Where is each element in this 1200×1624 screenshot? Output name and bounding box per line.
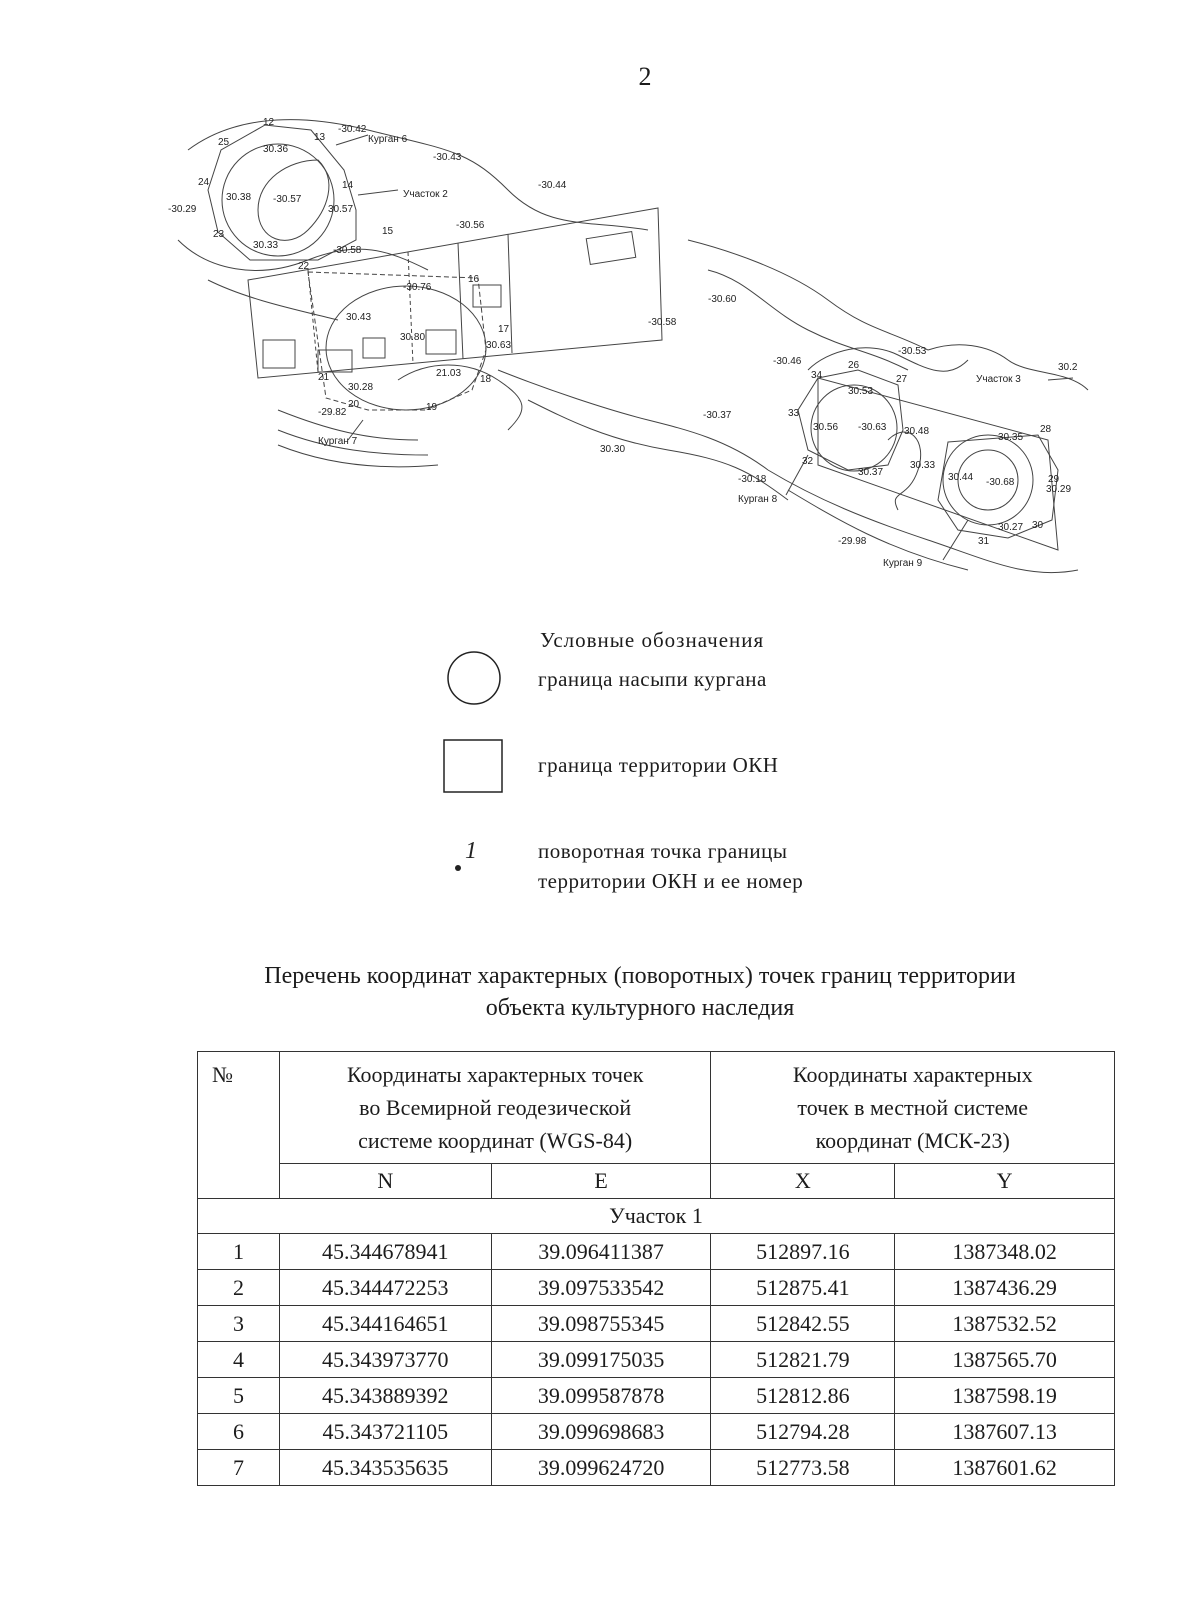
elevation-mark: 30.28 <box>348 382 374 393</box>
elevation-mark: -29.98 <box>838 536 867 547</box>
elevation-mark: -30.56 <box>456 220 485 231</box>
cell-no: 3 <box>198 1306 280 1342</box>
column-header-n: N <box>279 1164 491 1199</box>
turning-point-number: 17 <box>498 324 510 335</box>
cell-no: 6 <box>198 1414 280 1450</box>
kurgan-label: Курган 7 <box>318 436 358 447</box>
turning-point-number: 29 <box>1048 474 1060 485</box>
cell-e: 39.099175035 <box>491 1342 711 1378</box>
elevation-mark: 30.63 <box>486 340 512 351</box>
turning-point-number: 14 <box>342 180 354 191</box>
legend-text: граница территории ОКН <box>538 753 779 777</box>
cell-no: 4 <box>198 1342 280 1378</box>
plot-division <box>408 252 413 364</box>
cell-n: 45.344164651 <box>279 1306 491 1342</box>
cell-x: 512875.41 <box>711 1270 895 1306</box>
svg-text:1: 1 <box>465 838 477 864</box>
elevation-mark: -30.29 <box>168 204 197 215</box>
turning-point-number: 18 <box>480 374 492 385</box>
turning-point-number: 23 <box>213 229 225 240</box>
cell-x: 512842.55 <box>711 1306 895 1342</box>
cell-e: 39.099587878 <box>491 1378 711 1414</box>
cell-no: 2 <box>198 1270 280 1306</box>
column-header-y: Y <box>895 1164 1115 1199</box>
column-header-e: E <box>491 1164 711 1199</box>
turning-point-number: 20 <box>348 399 360 410</box>
section-label: Участок 1 <box>198 1199 1115 1234</box>
turning-point-number: 21 <box>318 372 330 383</box>
building <box>263 340 295 368</box>
legend-item-okn <box>440 738 900 808</box>
turning-point-number: 19 <box>426 402 438 413</box>
contour-line <box>188 120 648 230</box>
turning-point-number: 22 <box>298 261 310 272</box>
turning-point-number: 15 <box>382 226 394 237</box>
cell-y: 1387601.62 <box>895 1450 1115 1486</box>
coordinates-table <box>197 1051 1115 1486</box>
legend-item-point <box>440 832 900 902</box>
elevation-mark: -30.18 <box>738 474 767 485</box>
building <box>318 350 352 372</box>
cell-y: 1387598.19 <box>895 1378 1115 1414</box>
header-msk: Координаты характерных точек в местной системе координат (МСК-23) <box>711 1052 1115 1164</box>
leader-line <box>358 190 398 195</box>
table-row <box>198 1234 1115 1270</box>
legend-title: Условные обозначения <box>540 628 765 652</box>
cell-e: 39.099624720 <box>491 1450 711 1486</box>
table-row <box>198 1270 1115 1306</box>
cell-e: 39.099698683 <box>491 1414 711 1450</box>
cell-n: 45.343721105 <box>279 1414 491 1450</box>
plot-division <box>308 270 318 372</box>
cell-no: 5 <box>198 1378 280 1414</box>
table-row <box>198 1414 1115 1450</box>
cell-e: 39.098755345 <box>491 1306 711 1342</box>
elevation-mark: -30.57 <box>273 194 302 205</box>
page-number: 2 <box>638 62 652 91</box>
turning-point-number: 16 <box>468 274 480 285</box>
cell-no: 1 <box>198 1234 280 1270</box>
cell-no: 7 <box>198 1450 280 1486</box>
elevation-mark: 30.35 <box>998 432 1024 443</box>
elevation-mark: 30.36 <box>263 144 289 155</box>
elevation-mark: -30.68 <box>986 477 1015 488</box>
circle-icon <box>440 650 510 710</box>
table-row <box>198 1306 1115 1342</box>
cell-x: 512821.79 <box>711 1342 895 1378</box>
list-title-line: Перечень координат характерных (поворотных) точек границ территории <box>264 963 1016 989</box>
turning-point-number: 25 <box>218 137 230 148</box>
cell-n: 45.344472253 <box>279 1270 491 1306</box>
elevation-mark: 30.30 <box>600 444 626 455</box>
contour-line <box>208 280 338 320</box>
elevation-mark: -29.82 <box>318 407 347 418</box>
elevation-mark: 30.33 <box>910 460 936 471</box>
elevation-mark: -30.43 <box>433 152 462 163</box>
elevation-mark: 30.38 <box>226 192 252 203</box>
contour-line <box>808 348 968 371</box>
cell-y: 1387532.52 <box>895 1306 1115 1342</box>
elevation-mark: -30.60 <box>708 294 737 305</box>
area-label: Участок 2 <box>403 189 448 200</box>
list-title <box>180 960 1100 1024</box>
cell-x: 512897.16 <box>711 1234 895 1270</box>
elevation-mark: 30.53 <box>848 386 874 397</box>
elevation-mark: -30.58 <box>648 317 677 328</box>
turning-point-number: 27 <box>896 374 908 385</box>
square-icon <box>440 738 510 798</box>
turning-point-number: 26 <box>848 360 860 371</box>
turning-point-number: 33 <box>788 408 800 419</box>
elevation-mark: 30.2 <box>1058 362 1078 373</box>
building <box>426 330 456 354</box>
point-icon <box>440 832 510 892</box>
elevation-mark: 30.80 <box>400 332 426 343</box>
elevation-mark: 30.56 <box>813 422 839 433</box>
elevation-mark: 30.44 <box>948 472 974 483</box>
elevation-mark: 30.29 <box>1046 484 1072 495</box>
elevation-mark: -30.76 <box>403 282 432 293</box>
cell-y: 1387348.02 <box>895 1234 1115 1270</box>
turning-point-number: 32 <box>802 456 814 467</box>
elevation-mark: -30.37 <box>703 410 732 421</box>
cell-x: 512794.28 <box>711 1414 895 1450</box>
header-wgs: Координаты характерных точек во Всемирной геодезической системе координат (WGS-84) <box>279 1052 711 1164</box>
plot-division <box>508 234 512 353</box>
legend-text: поворотная точка границы <box>538 839 788 863</box>
table-row <box>198 1378 1115 1414</box>
legend-text: граница насыпи кургана <box>538 667 767 691</box>
column-header-x: X <box>711 1164 895 1199</box>
elevation-mark: 30.27 <box>998 522 1024 533</box>
elevation-mark: -30.42 <box>338 124 367 135</box>
cell-e: 39.096411387 <box>491 1234 711 1270</box>
building <box>473 285 501 307</box>
elevation-mark: 30.37 <box>858 467 884 478</box>
elevation-mark: 30.43 <box>346 312 372 323</box>
turning-point-number: 13 <box>314 132 326 143</box>
cell-n: 45.343973770 <box>279 1342 491 1378</box>
area-label: Участок 3 <box>976 374 1021 385</box>
elevation-mark: 30.57 <box>328 204 354 215</box>
cell-e: 39.097533542 <box>491 1270 711 1306</box>
elevation-mark: 30.33 <box>253 240 279 251</box>
elevation-mark: 21.03 <box>436 368 462 379</box>
cell-y: 1387607.13 <box>895 1414 1115 1450</box>
turning-point-number: 30 <box>1032 520 1044 531</box>
turning-point-number: 12 <box>263 117 275 128</box>
turning-point-number: 24 <box>198 177 210 188</box>
cell-n: 45.344678941 <box>279 1234 491 1270</box>
turning-point-number: 28 <box>1040 424 1052 435</box>
cell-n: 45.343535635 <box>279 1450 491 1486</box>
legend-text: территории ОКН и ее номер <box>538 869 804 893</box>
elevation-mark: -30.46 <box>773 356 802 367</box>
building <box>363 338 385 358</box>
kurgan-label: Курган 9 <box>883 558 923 569</box>
elevation-mark: -30.63 <box>858 422 887 433</box>
kurgan-label: Курган 8 <box>738 494 778 505</box>
turning-point-number: 31 <box>978 536 990 547</box>
cell-y: 1387565.70 <box>895 1342 1115 1378</box>
contour-line <box>708 270 908 370</box>
elevation-mark: -30.58 <box>333 245 362 256</box>
contour-line <box>278 445 438 467</box>
okn-boundary <box>308 272 486 410</box>
cell-n: 45.343889392 <box>279 1378 491 1414</box>
contour-line <box>788 490 968 570</box>
contour-line <box>528 400 788 500</box>
leader-line <box>336 135 368 145</box>
turning-point-number: 34 <box>811 370 823 381</box>
elevation-mark: -30.53 <box>898 346 927 357</box>
building <box>586 232 636 265</box>
kurgan-label: Курган 6 <box>368 134 408 145</box>
list-title-line: объекта культурного наследия <box>485 995 795 1021</box>
site-plan-map <box>168 110 1108 600</box>
header-number: № <box>198 1052 280 1199</box>
cell-y: 1387436.29 <box>895 1270 1115 1306</box>
table-row <box>198 1450 1115 1486</box>
cell-x: 512812.86 <box>711 1378 895 1414</box>
cell-x: 512773.58 <box>711 1450 895 1486</box>
elevation-mark: 30.48 <box>904 426 930 437</box>
elevation-mark: -30.44 <box>538 180 567 191</box>
table-row <box>198 1342 1115 1378</box>
legend-item-kurgan <box>440 650 900 720</box>
